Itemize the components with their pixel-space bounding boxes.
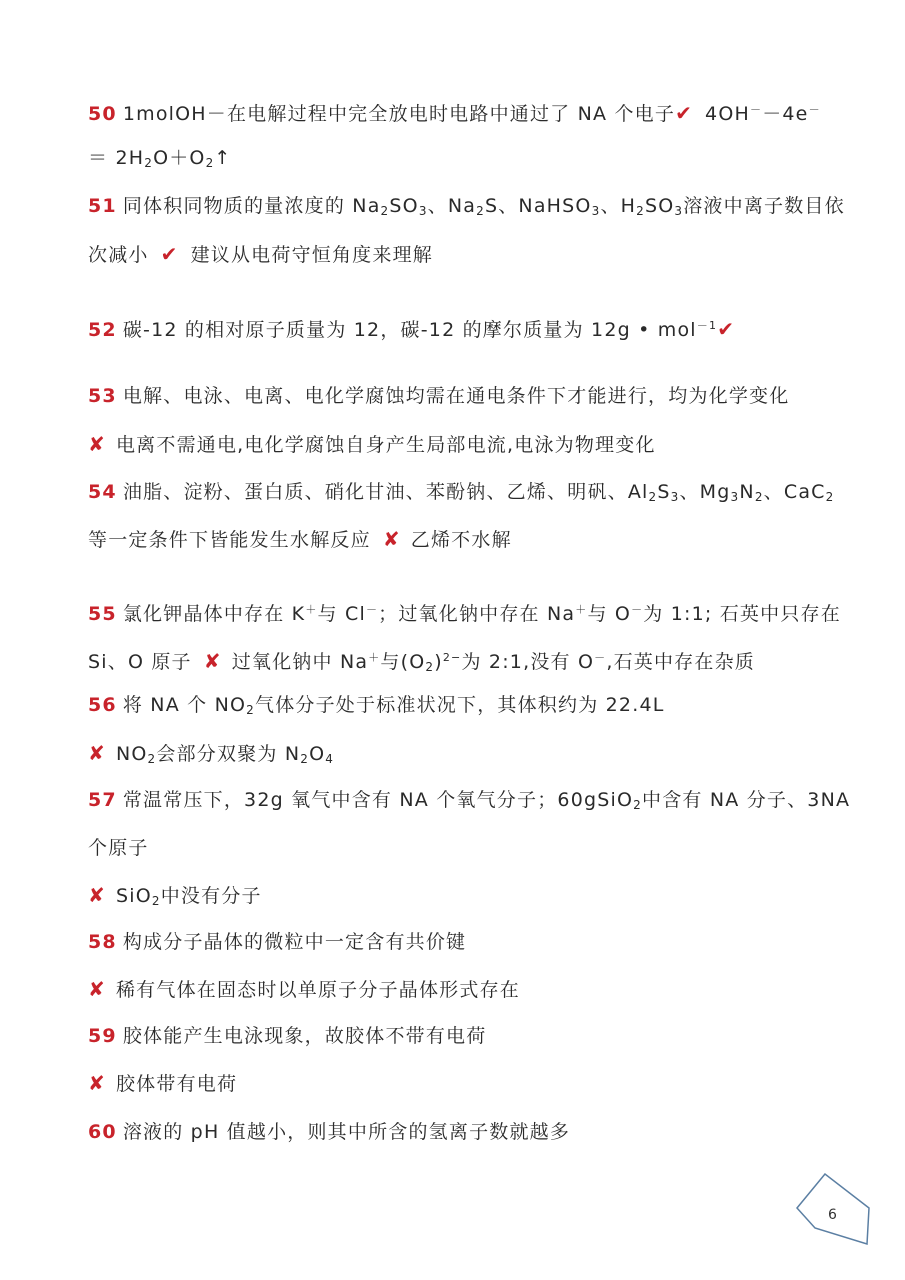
cross-icon: ✘ (203, 649, 222, 673)
check-icon: ✔ (717, 317, 736, 341)
page-number: 6 (828, 1207, 837, 1223)
item-59: 59 胶体能产生电泳现象，故胶体不带有电荷 (88, 1025, 487, 1047)
item-50-line1: 50 1molOH－在电解过程中完全放电时电路中通过了 NA 个电子✔ 4OH－－4e－ (88, 101, 821, 125)
item-number: 52 (88, 319, 117, 341)
item-55-line2: Si、O 原子 ✘ 过氧化钠中 Na＋与$(O_2)^{2-}$为 2:1,没有 O－,石英中存在杂质 (88, 649, 755, 674)
cross-icon: ✘ (88, 741, 106, 765)
item-54-line1: 54 油脂、淀粉、蛋白质、硝化甘油、苯酚钠、乙烯、明矾、$Al_2S_3$、$Mg_3N_2$、CaC$_2$ (88, 481, 835, 504)
item-text: 1molOH－在电解过程中完全放电时电路中通过了 NA 个电子 (122, 103, 676, 125)
item-number: 58 (88, 931, 117, 953)
item-58-note: ✘ 稀有气体在固态时以单原子分子晶体形式存在 (88, 977, 520, 1001)
item-number: 55 (88, 603, 117, 625)
item-55-line1: 55 氯化钾晶体中存在 K＋与 Cl－；过氧化钠中存在 Na＋与 O－为 1:1; 石英中只存在 (88, 603, 841, 625)
check-icon: ✔ (675, 101, 694, 125)
item-58: 58 构成分子晶体的微粒中一定含有共价键 (88, 931, 467, 953)
item-57-line2: 个原子 (88, 837, 149, 859)
item-56-note: ✘ $NO_2$会部分双聚为 $N_2O_4$ (88, 741, 335, 766)
check-icon: ✔ (160, 242, 179, 266)
item-57-note: ✘ SiO$_2$中没有分子 (88, 883, 262, 908)
cross-icon: ✘ (88, 977, 106, 1001)
item-56: 56 将 NA 个 $NO_2$气体分子处于标准状况下，其体积约为 22.4L (88, 694, 665, 717)
item-60: 60 溶液的 pH 值越小，则其中所含的氢离子数就越多 (88, 1121, 571, 1143)
item-number: 57 (88, 789, 117, 811)
item-53: 53 电解、电泳、电离、电化学腐蚀均需在通电条件下才能进行，均为化学变化 (88, 385, 790, 407)
cross-icon: ✘ (88, 1071, 106, 1095)
item-50-line2: ＝ $2H_2O+O_2↑$ (88, 147, 232, 170)
item-number: 51 (88, 195, 117, 217)
cross-icon: ✘ (382, 527, 401, 551)
cross-icon: ✘ (88, 432, 106, 456)
item-53-note: ✘ 电离不需通电,电化学腐蚀自身产生局部电流,电泳为物理变化 (88, 432, 656, 456)
item-number: 53 (88, 385, 117, 407)
cross-icon: ✘ (88, 883, 106, 907)
item-number: 54 (88, 481, 117, 503)
item-54-line2: 等一定条件下皆能发生水解反应 ✘ 乙烯不水解 (88, 527, 512, 551)
item-51-line1: 51 同体积同物质的量浓度的 $Na_2SO_3$、$Na_2S$、NaHSO$_3$、$H_2SO_3$溶液中离子数目依 (88, 195, 845, 218)
item-51-line2: 次减小 ✔ 建议从电荷守恒角度来理解 (88, 242, 433, 266)
item-number: 59 (88, 1025, 117, 1047)
item-number: 60 (88, 1121, 117, 1143)
item-number: 50 (88, 103, 117, 125)
item-57-line1: 57 常温常压下，32g 氧气中含有 NA 个氧气分子；60gSiO$_2$中含有 NA 分子、3NA (88, 789, 851, 812)
up-arrow-icon: ↑ (214, 147, 232, 169)
item-59-note: ✘ 胶体带有电荷 (88, 1071, 238, 1095)
item-number: 56 (88, 694, 117, 716)
item-52: 52 碳-12 的相对原子质量为 12，碳-12 的摩尔质量为 12g • mol$^{-1}$✔ (88, 317, 736, 341)
